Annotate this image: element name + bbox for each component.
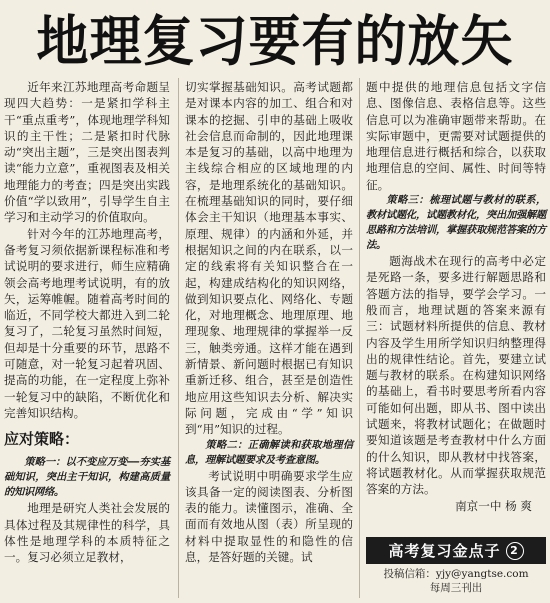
article-column-1 <box>4 79 170 565</box>
badge-label: 高考复习金点子 <box>388 542 501 560</box>
body-paragraph: 地理是研究人类社会发展的具体过程及其规律性的科学，具体性是地理学科的本质特征之一。复习必须立足教材， <box>4 501 170 565</box>
body-paragraph: 切实掌握基础知识。高考试题都是对课本内容的加工、组合和对课本的挖掘、引申的基础上吸收社会信息而命制的，因此地理课本是复习的基础，以高中地理为主线综合相应的区域地理的内容，是地理系统化的基础知识。在梳理基础知识的同时，要仔细体会主干知识（地理基本事实、原理、规律）的内涵和外延，并根据知识之间的内在联系，以一定的线索将有关知识整合在一起，构建成结构化的知识网络，做到知识要点化、网络化、专题化，对地理概念、地理原理、地理现象、地理规律的掌握举一反三，触类旁通。这样才能在遇到新情景、新问题时根据已有知识重新迁移、组合，甚至是创造性地应用这些知识去分析、解决实际问题，完成由“学”知识到“用”知识的过程。 <box>185 80 353 437</box>
headline <box>0 2 550 74</box>
strategy-three: 策略三：梳理试题与教材的联系，教材试题化，试题教材化，突出加强解题思路和方法培训，掌握获取规范答案的方法。 <box>366 195 546 252</box>
submission-email: 投稿信箱：yjy@yangtse.com <box>383 568 529 580</box>
body-paragraph: 题中提供的地理信息包括文字信息、图像信息、表格信息等。这些信息可以为准确审题带来帮助。在实际审题中，更需要对试题提供的地理信息进行概括和综合，以获取地理信息的空间、属性、时间等特征。 <box>366 80 546 192</box>
column-series-badge <box>366 537 546 564</box>
strategy-one: 策略一：以不变应万变——夯实基础知识，突出主干知识，构建高质量的知识网络。 <box>4 457 170 499</box>
intro-paragraph: 近年来江苏地理高考命题呈现四大趋势：一是紧扣学科主干“重点重考”，体现地理学科知识的主干性；二是紧扣时代脉动“突出主题”，三是突出图表判读“能力立意”，重视图表及相关地理能力的考查；四是突出实践价值“学以致用”，引导学生自主学习和主动学习的价值取向。 <box>4 80 170 225</box>
body-paragraph: 针对今年的江苏地理高考，备考复习须依据新课程标准和考试说明的要求进行，师生应精确领会高考地理考试说明，有的放矢，运筹帷幄。随着高考时间的临近，不同学校大都进入到二轮复习了，二轮复习虽然时间短，但却是十分重要的环节，思路不可随意，对一轮复习起着巩固、提高的功能，在一定程度上弥补一轮复习中的缺陷，不断优化和完善知识结构。 <box>4 226 170 420</box>
body-paragraph: 考试说明中明确要求学生应该具备一定的阅读图表、分析图表的能力。读懂图示，准确、全面而有效地从图（表）所呈现的材料中提取显性的和隐性的信息，是答好题的关键。试 <box>185 468 353 565</box>
publication-frequency: 每周三刊出 <box>429 582 483 594</box>
body-paragraph: 题海战术在现行的高考中必定是死路一条，要多进行解题思路和答题方法的指导，要学会学习。一般而言，地理试题的答案来源有三：试题材料所提供的信息、教材内容及学生用所学知识归纳整理得出的规律性结论。首先，要建立试题与教材的联系。在构建知识网络的基础上，看书时要思考所看内容可能如何出题，即从书、图中读出试题来，将教材试题化；在做题时要知道该题是考查教材中什么方面的什么知识，即从教材中找答案，将试题教材化。从而掌握获取规范答案的方法。 <box>366 254 546 497</box>
strategy-two: 策略二：正确解读和获取地理信息，理解试题要求及考查意图。 <box>185 439 353 466</box>
contact-info <box>366 567 546 595</box>
column-divider <box>359 78 360 598</box>
article-column-2 <box>185 79 353 565</box>
section-subheading: 应对策略： <box>4 430 80 449</box>
article-column-3 <box>366 79 546 514</box>
author-byline: 南京一中 杨 爽 <box>455 498 532 513</box>
badge-number: 2 <box>506 542 524 560</box>
column-divider <box>178 78 179 598</box>
headline-text: 地理复习要有的放矢 <box>36 10 514 74</box>
